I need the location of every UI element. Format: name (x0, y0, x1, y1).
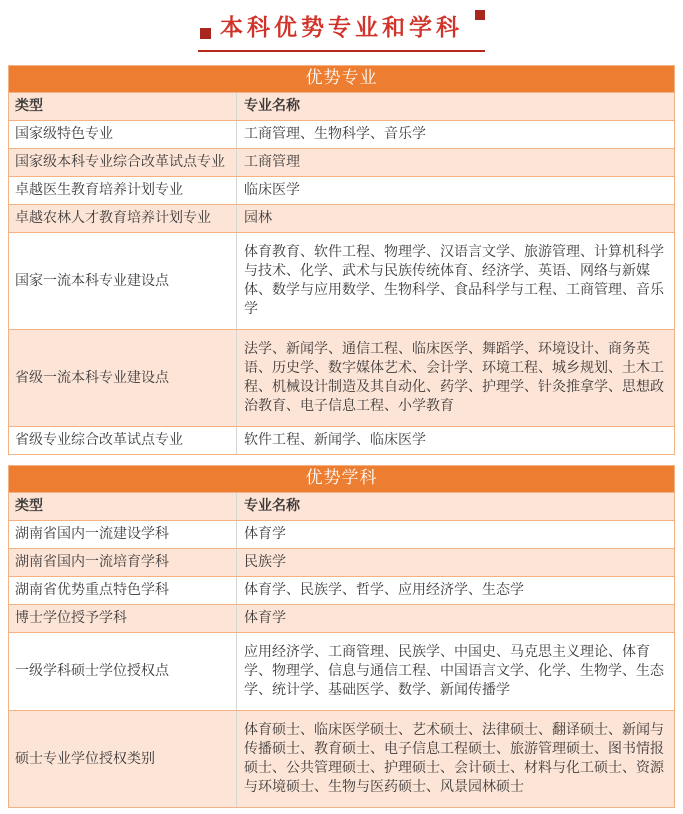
row-type-cell: 国家一流本科专业建设点 (15, 272, 169, 289)
row-majors-cell: 民族学 (236, 549, 674, 576)
title-underline (198, 11, 485, 52)
tables-root (0, 65, 683, 808)
row-type-cell: 湖南省优势重点特色学科 (15, 582, 169, 598)
row-majors-cell: 体育学 (236, 605, 674, 632)
row-type-cell: 湖南省国内一流建设学科 (15, 526, 169, 542)
table-advantage-disciplines (8, 465, 675, 808)
row-type-cell: 硕士专业学位授权类别 (15, 750, 155, 767)
row-type-cell: 卓越医生教育培养计划专业 (15, 182, 183, 198)
row-type-cell: 省级一流本科专业建设点 (15, 369, 169, 386)
row-majors-cell: 体育教育、软件工程、物理学、汉语言文学、旅游管理、计算机科学与技术、化学、武术与民族传统体育、经济学、英语、网络与新媒体、数学与应用数学、生物科学、食品科学与工程、工商管理、音乐学 (236, 233, 674, 329)
table-title: 优势学科 (9, 466, 674, 492)
table-header-row (9, 492, 674, 520)
row-type-cell: 国家级本科专业综合改革试点专业 (15, 154, 225, 170)
row-majors-cell: 工商管理 (236, 149, 674, 176)
table-row (9, 710, 674, 807)
table-row (9, 548, 674, 576)
row-type-cell: 博士学位授予学科 (15, 610, 127, 626)
column-header-major-name: 专业名称 (236, 493, 674, 520)
table-row (9, 204, 674, 232)
table-row (9, 576, 674, 604)
table-row (9, 120, 674, 148)
row-majors-cell: 体育学、民族学、哲学、应用经济学、生态学 (236, 577, 674, 604)
column-header-type: 类型 (15, 98, 43, 114)
row-majors-cell: 园林 (236, 205, 674, 232)
row-type-cell: 一级学科硕士学位授权点 (15, 663, 169, 679)
row-majors-cell: 工商管理、生物科学、音乐学 (236, 121, 674, 148)
row-type-cell: 省级专业综合改革试点专业 (15, 432, 183, 448)
row-majors-cell: 体育硕士、临床医学硕士、艺术硕士、法律硕士、翻译硕士、新闻与传播硕士、教育硕士、电子信息工程硕士、旅游管理硕士、图书情报硕士、公共管理硕士、护理硕士、会计硕士、材料与化工硕士、资源与环境硕士、生物与医药硕士、风景园林硕士 (236, 711, 674, 807)
row-majors-cell: 软件工程、新闻学、临床医学 (236, 427, 674, 454)
title-right-square-decoration (475, 10, 485, 20)
table-row (9, 232, 674, 329)
row-majors-cell: 体育学 (236, 521, 674, 548)
table-row (9, 604, 674, 632)
row-type-cell: 卓越农林人才教育培养计划专业 (15, 210, 211, 226)
table-row (9, 176, 674, 204)
table-title: 优势专业 (9, 66, 674, 92)
table-row (9, 632, 674, 710)
page-title-block (0, 0, 683, 52)
table-advantage-majors (8, 65, 675, 455)
table-row (9, 520, 674, 548)
table-row (9, 148, 674, 176)
table-header-row (9, 92, 674, 120)
row-majors-cell: 临床医学 (236, 177, 674, 204)
row-type-cell: 国家级特色专业 (15, 126, 113, 142)
column-header-major-name: 专业名称 (236, 93, 674, 120)
column-header-type: 类型 (15, 498, 43, 514)
page-title: 本科优势专业和学科 (220, 15, 463, 41)
row-type-cell: 湖南省国内一流培育学科 (15, 554, 169, 570)
row-majors-cell: 应用经济学、工商管理、民族学、中国史、马克思主义理论、体育学、物理学、信息与通信工程、中国语言文学、化学、生物学、生态学、统计学、基础医学、数学、新闻传播学 (236, 633, 674, 710)
title-left-square-decoration (200, 28, 211, 39)
table-row (9, 426, 674, 454)
row-majors-cell: 法学、新闻学、通信工程、临床医学、舞蹈学、环境设计、商务英语、历史学、数字媒体艺术、会计学、环境工程、城乡规划、土木工程、机械设计制造及其自动化、药学、护理学、针灸推拿学、思想政治教育、电子信息工程、小学教育 (236, 330, 674, 426)
table-row (9, 329, 674, 426)
